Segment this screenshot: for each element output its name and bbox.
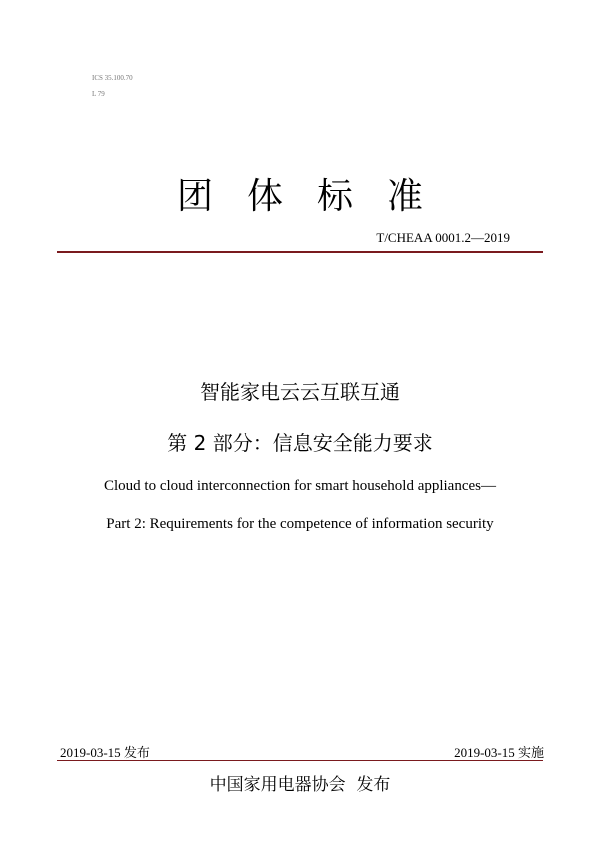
title-zh-line2: 第 2 部分：信息安全能力要求 [167,431,433,455]
standard-number: T/CHEAA 0001.2—2019 [376,230,510,245]
release-date: 2019-03-15 发布 [60,745,150,760]
ics-code: ICS 35.100.70 [92,74,133,82]
document-type-title: 团体标准 [176,176,457,217]
ccs-code: L 79 [92,90,105,98]
footer-divider [57,760,543,761]
publisher: 中国家用电器协会 发布 [209,775,391,795]
header-divider [57,251,543,253]
implement-date: 2019-03-15 实施 [454,745,544,760]
title-zh-line1: 智能家电云云互联互通 [200,380,400,404]
title-en-line1: Cloud to cloud interconnection for smart household appliances— [104,478,496,494]
title-en-line2: Part 2: Requirements for the competence of information security [106,516,494,532]
